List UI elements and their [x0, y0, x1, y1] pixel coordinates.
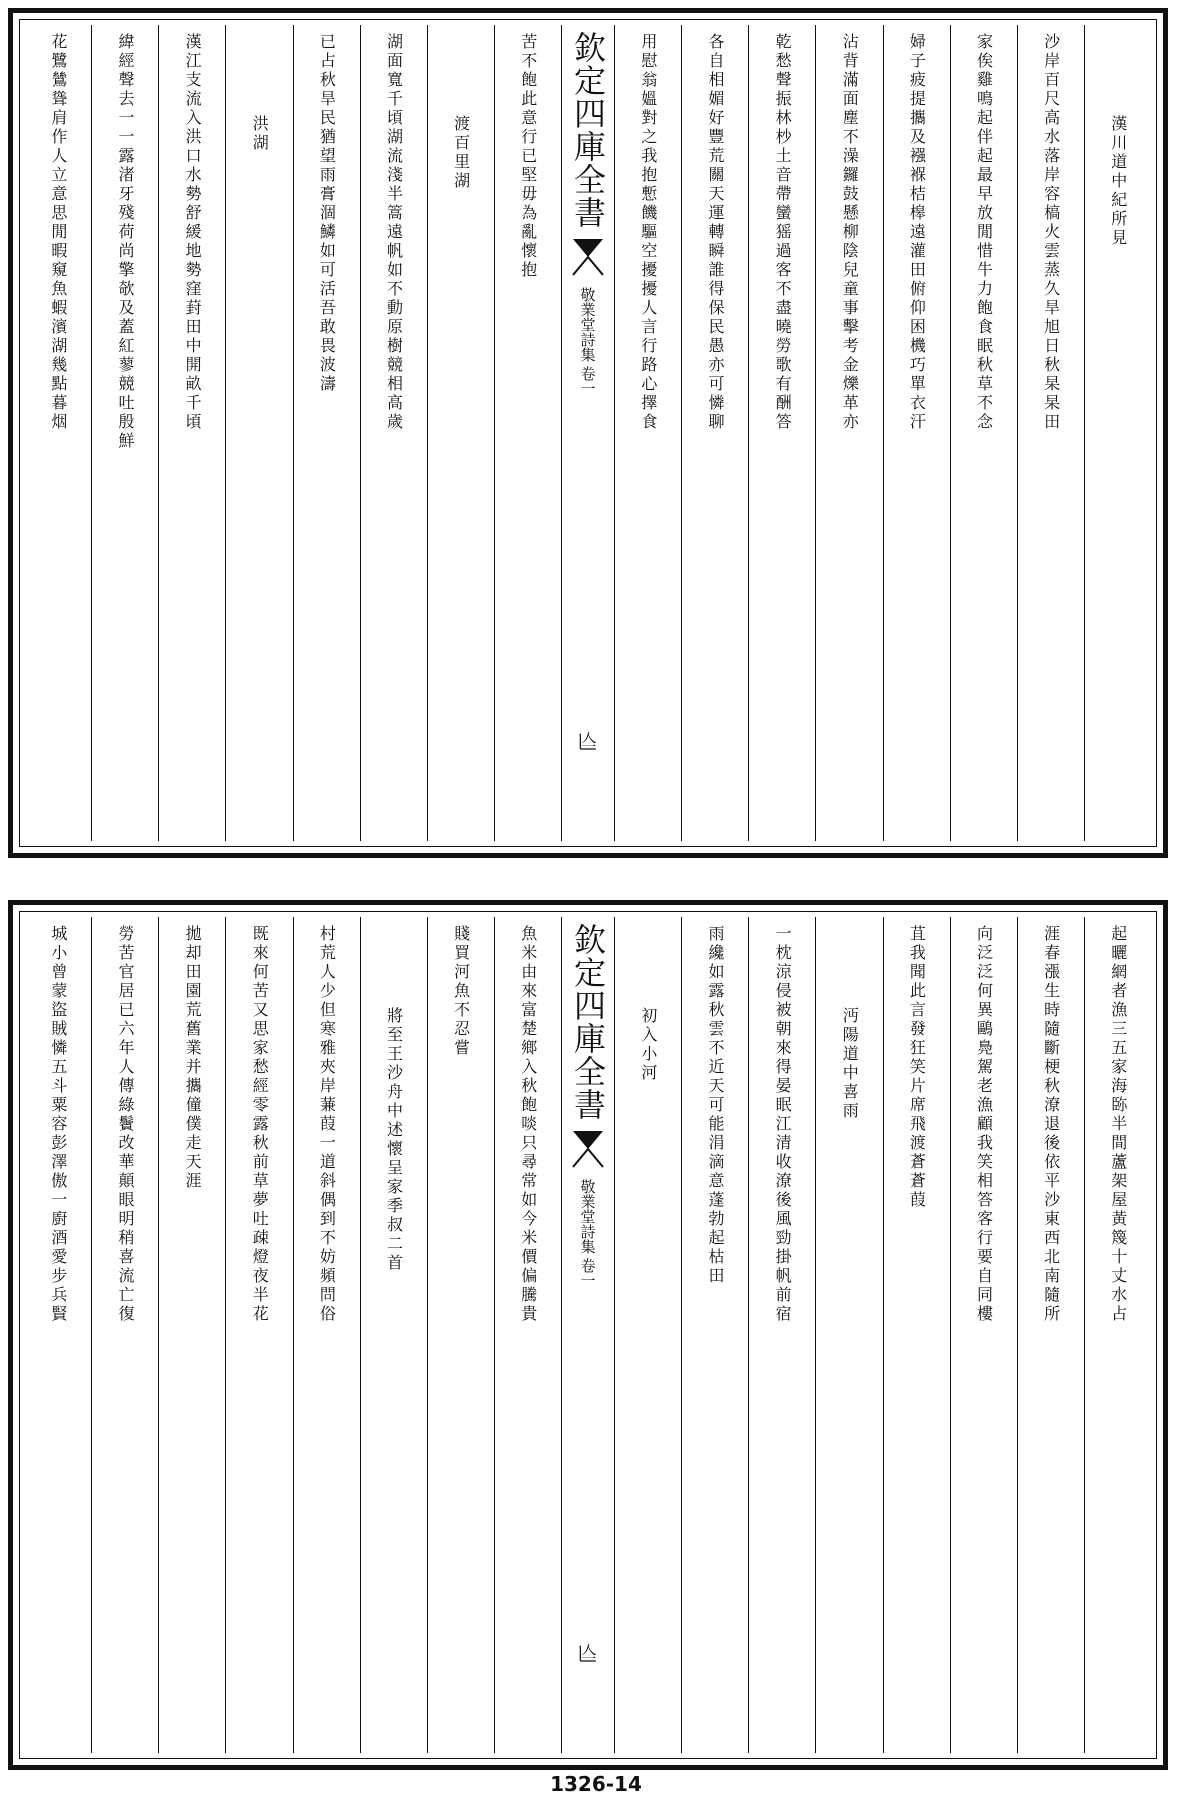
text-column [748, 917, 815, 1753]
folio-number: 𠆦 [575, 731, 600, 751]
poem-line: 已占秋旱民猶望雨膏涸鱗如可活吾敢畏波濤 [317, 33, 337, 394]
text-column [883, 917, 950, 1753]
collection-name: 敬業堂詩集 [578, 287, 597, 362]
poem-line: 村荒人少但寒雅夾岸蒹葭一道斜偶到不妨頻問俗 [317, 925, 337, 1324]
text-column [158, 917, 225, 1753]
text-column [293, 917, 360, 1753]
top-page-panel [8, 8, 1168, 858]
poem-line: 乾愁聲振林杪土音帶蠻猺過客不盡曉勞歌有酬答 [773, 33, 793, 432]
poem-line: 苴我聞此言發狂笑片席飛渡蒼蒼葭 [907, 925, 927, 1210]
poem-line: 花鷺鷥聳肩作人立意思閒暇窺魚蝦濱湖幾點暮烟 [48, 33, 68, 432]
text-column [614, 917, 681, 1753]
poem-line: 涯春漲生時隨斷梗秋潦退後依平沙東西北南隨所 [1041, 925, 1061, 1324]
text-column [1084, 917, 1151, 1753]
poem-title: 洪湖 [250, 115, 270, 153]
poem-title: 初入小河 [638, 1007, 658, 1083]
juan-label: 卷一 [578, 1258, 597, 1288]
page-number: 1326-14 [550, 1772, 642, 1796]
text-column [1084, 25, 1151, 841]
poem-title: 將至王沙舟中述懷呈家季叔二首 [384, 1007, 404, 1273]
text-column [1017, 917, 1084, 1753]
poem-line: 雨纔如露秋雲不近天可能涓滴意蓬勃起枯田 [705, 925, 725, 1286]
text-column [293, 25, 360, 841]
poem-line: 家俟雞鳴起伴起最早放閒惜牛力飽食眠秋草不念 [974, 33, 994, 432]
poem-line: 漢江支流入洪口水勢舒緩地勢窪葑田中開畝千頃 [183, 33, 203, 432]
text-column [91, 917, 158, 1753]
text-column [815, 25, 882, 841]
poem-line: 一枕涼侵被朝來得晏眠江清收潦後風勁掛帆前宿 [773, 925, 793, 1324]
poem-title: 渡百里湖 [451, 115, 471, 191]
poem-line: 向泛泛何異鷗鳧駕老漁顧我笑相答客行要自同樓 [974, 925, 994, 1324]
poem-line: 沾背滿面塵不澡鑼鼓懸柳陰兒童事擊考金爍革亦 [840, 33, 860, 432]
poem-line: 緯經聲去一一露渚牙殘荷尚擎欹及蓋紅蓼競吐殷鮮 [115, 33, 135, 451]
poem-line: 城小曾蒙盜賊憐五斗粟容彭澤傲一廚酒愛步兵賢 [48, 925, 68, 1324]
text-column [494, 25, 561, 841]
bottom-page-panel [8, 900, 1168, 1770]
poem-line: 用慰翁媼對之我抱慙饑驅空擾擾人言行路心擇食 [638, 33, 658, 432]
book-title: 欽定四庫全書 [569, 31, 607, 229]
text-column [225, 25, 292, 841]
text-column [427, 25, 494, 841]
poem-line: 賤買河魚不忍嘗 [451, 925, 471, 1058]
text-column [614, 25, 681, 841]
centre-fold-column [561, 917, 614, 1753]
text-column [158, 25, 225, 841]
text-column [883, 25, 950, 841]
collection-name: 敬業堂詩集 [578, 1179, 597, 1254]
text-column [494, 917, 561, 1753]
text-column [225, 917, 292, 1753]
fish-tail-mark-icon [571, 237, 605, 277]
top-columns [25, 25, 1151, 841]
juan-label: 卷一 [578, 366, 597, 396]
text-column [91, 25, 158, 841]
text-column [815, 917, 882, 1753]
text-column [681, 25, 748, 841]
folio-number: 𠆦 [575, 1643, 600, 1663]
poem-line: 苦不飽此意行已堅毋為亂懷抱 [518, 33, 538, 280]
poem-line: 湖面寬千頃湖流淺半篙遠帆如不動原樹競相高歲 [384, 33, 404, 432]
text-column [681, 917, 748, 1753]
poem-line: 拋却田園荒舊業并攜僮僕走天涯 [183, 925, 203, 1191]
poem-line: 各自相媚好豐荒關天運轉瞬誰得保民愚亦可憐聊 [705, 33, 725, 432]
text-column [950, 25, 1017, 841]
poem-title: 漢川道中紀所見 [1108, 115, 1128, 248]
text-column [360, 25, 427, 841]
bottom-columns [25, 917, 1151, 1753]
poem-line: 沙岸百尺高水落岸容槁火雲蒸久旱旭日秋杲杲田 [1041, 33, 1061, 432]
fish-tail-mark-icon [571, 1129, 605, 1169]
text-column [950, 917, 1017, 1753]
book-title: 欽定四庫全書 [569, 923, 607, 1121]
text-column [427, 917, 494, 1753]
text-column [25, 917, 91, 1753]
poem-line: 勞苦官居已六年人傳綠鬢改華顛眼明稍喜流亡復 [115, 925, 135, 1324]
poem-line: 既來何苦又思家愁經零露秋前草夢吐疎燈夜半花 [250, 925, 270, 1324]
text-column [748, 25, 815, 841]
text-column [1017, 25, 1084, 841]
poem-line: 魚米由來富楚鄉入秋飽啖只尋常如今米價偏騰貴 [518, 925, 538, 1324]
centre-fold-column [561, 25, 614, 841]
poem-line: 起曬網者漁三五家海䑐半間蘆架屋黃篾十丈水占 [1108, 925, 1128, 1324]
poem-line: 婦子疲提攜及襁褓桔槔遠灌田俯仰困機巧單衣汗 [907, 33, 927, 432]
text-column [360, 917, 427, 1753]
poem-title: 沔陽道中喜雨 [840, 1007, 860, 1121]
text-column [25, 25, 91, 841]
